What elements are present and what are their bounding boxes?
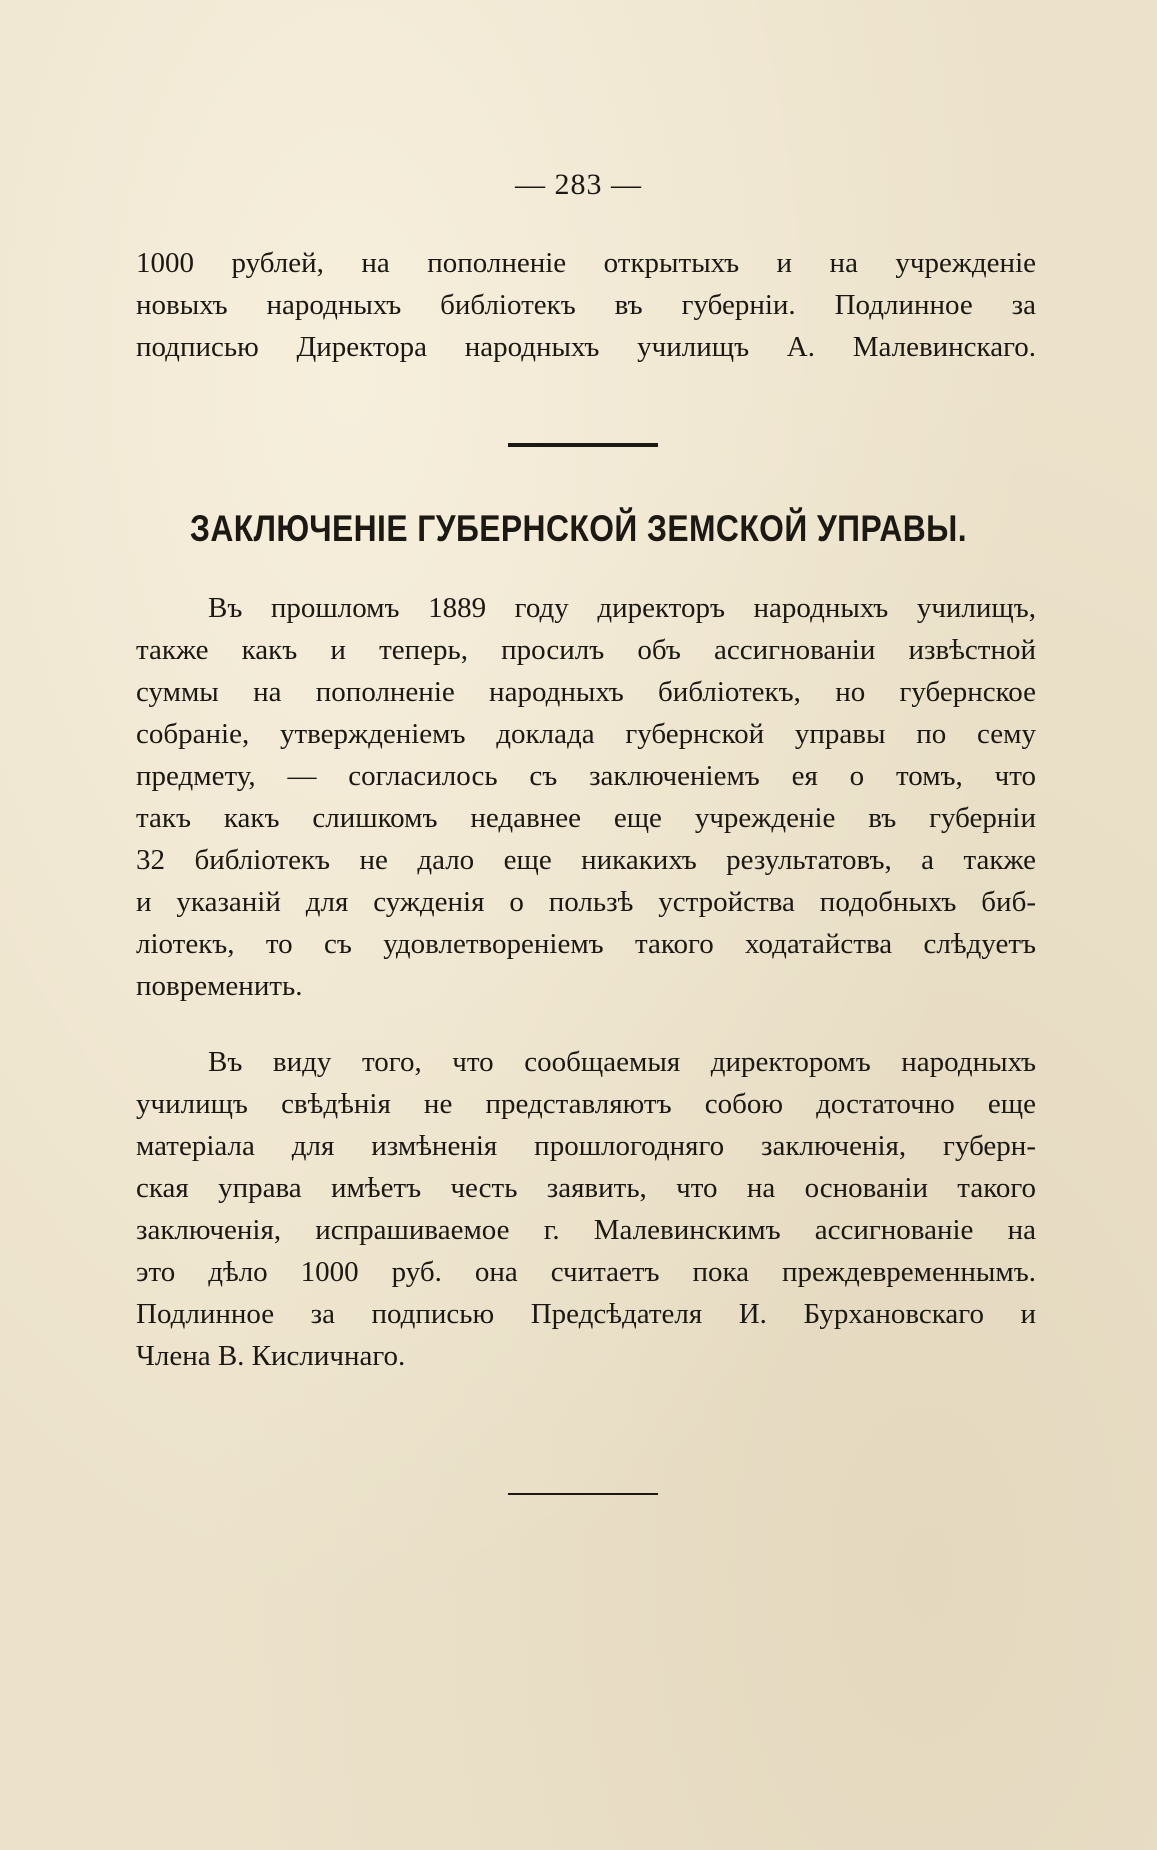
- text-line: 1000 рублей, на пополненіе открытыхъ и на учрежденіе: [136, 247, 1036, 279]
- intro-paragraph: [136, 242, 1036, 368]
- text-line: предмету, — согласилось съ заключеніемъ ея о томъ, что: [136, 760, 1036, 792]
- text-line: училищъ свѣдѣнія не представляютъ собою достаточно еще: [136, 1088, 1036, 1120]
- text-line: матеріала для измѣненія прошлогодняго заключенія, губерн-: [136, 1130, 1036, 1162]
- text-line: Въ виду того, что сообщаемыя директоромъ народныхъ: [208, 1046, 1036, 1078]
- text-line: повременить.: [136, 970, 303, 1002]
- text-line: Подлинное за подписью Предсѣдателя И. Бурхановскаго и: [136, 1298, 1036, 1330]
- section-heading: ЗАКЛЮЧЕНІЕ ГУБЕРНСКОЙ ЗЕМСКОЙ УПРАВЫ.: [189, 508, 967, 549]
- text-line: и указаній для сужденія о пользѣ устройства подобныхъ биб-: [136, 886, 1036, 918]
- page-number: — 283 —: [515, 168, 642, 201]
- end-divider: [508, 1493, 658, 1495]
- text-line: Въ прошломъ 1889 году директоръ народныхъ училищъ,: [208, 592, 1036, 624]
- text-line: ліотекъ, то съ удовлетвореніемъ такого ходатайства слѣдуетъ: [136, 928, 1036, 960]
- paragraph-1: [136, 587, 1036, 1007]
- text-line: собраніе, утвержденіемъ доклада губернской управы по сему: [136, 718, 1036, 750]
- text-line: также какъ и теперь, просилъ объ ассигнованіи извѣстной: [136, 634, 1036, 666]
- paragraph-2: [136, 1041, 1036, 1377]
- text-line: заключенія, испрашиваемое г. Малевинскимъ ассигнованіе на: [136, 1214, 1036, 1246]
- text-line: 32 библіотекъ не дало еще никакихъ результатовъ, а также: [136, 844, 1036, 876]
- text-line: Члена В. Кисличнаго.: [136, 1340, 406, 1372]
- text-line: новыхъ народныхъ библіотекъ въ губерніи. Подлинное за: [136, 289, 1036, 321]
- text-line: суммы на пополненіе народныхъ библіотекъ, но губернское: [136, 676, 1036, 708]
- text-line: ская управа имѣетъ честь заявить, что на основаніи такого: [136, 1172, 1036, 1204]
- section-divider: [508, 443, 658, 447]
- text-line: такъ какъ слишкомъ недавнее еще учрежденіе въ губерніи: [136, 802, 1036, 834]
- text-line: подписью Директора народныхъ училищъ А. Малевинскаго.: [136, 331, 1036, 363]
- text-line: это дѣло 1000 руб. она считаетъ пока преждевременнымъ.: [136, 1256, 1036, 1288]
